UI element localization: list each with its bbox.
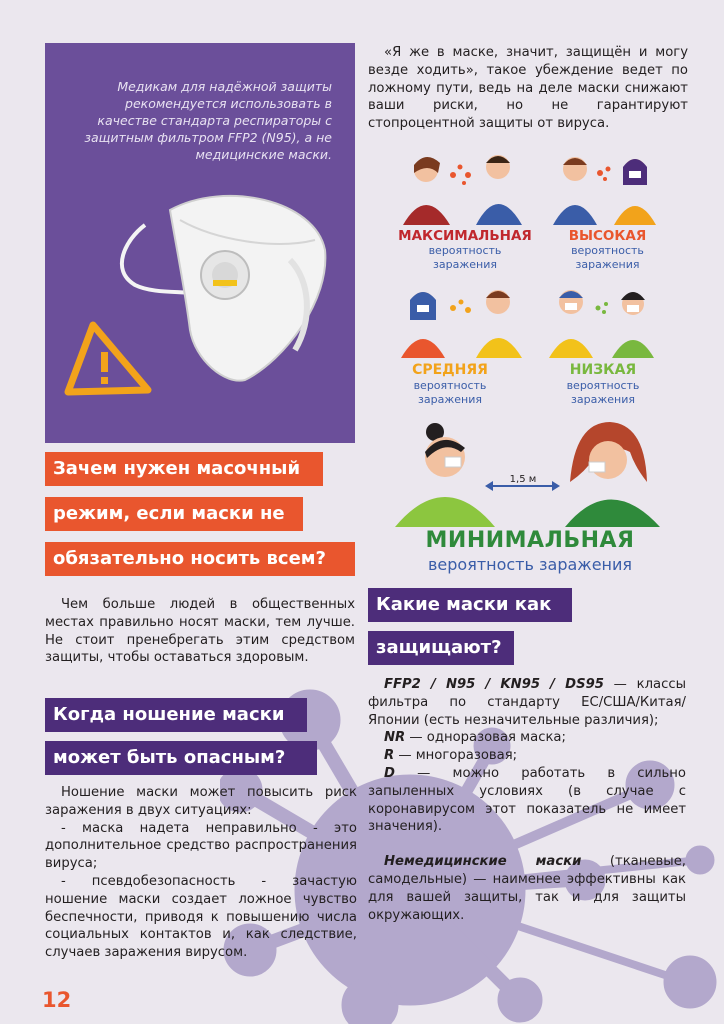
people-illustration-medium xyxy=(398,280,526,358)
probability-low-sub1: вероятность xyxy=(566,379,640,392)
heading-why-line-2: режим, если маски не xyxy=(45,497,303,531)
heading-which-line-1: Какие маски как xyxy=(368,588,572,622)
probability-maximal-sub1: вероятность xyxy=(428,244,502,257)
which-paragraphs xyxy=(368,676,686,924)
intro-paragraph: «Я же в маске, значит, защищён и могу везде ходить», такое убеждение ведет по ложному пути, ведь на деле маски снижают ваши риски, но не гарантируют стопроцентной защиты от вируса. xyxy=(368,45,688,132)
probability-medium-sub2: заражения xyxy=(418,393,482,406)
probability-low-sub2: заражения xyxy=(571,393,635,406)
ffp-desc: — классы фильтра по стандарту ЕС/США/Китая/Японии (есть незначительные различия); xyxy=(368,677,686,728)
probability-low-title: НИЗКАЯ xyxy=(569,362,637,378)
danger-p2: - маска надета неправильно - это дополнительное средство распространения вируса; xyxy=(45,820,357,872)
nonmed-desc: (тканевые, самодельные) — наименее эффективны как для вашей защиты, так и для защиты окружающих. xyxy=(368,854,686,923)
probability-medium-title: СРЕДНЯЯ xyxy=(412,362,488,378)
r-term: R xyxy=(384,748,395,764)
minimal-probability-title: МИНИМАЛЬНАЯ xyxy=(425,528,635,553)
probability-medium-sub1: вероятность xyxy=(413,379,487,392)
d-desc: — можно работать в сильно запыленных условиях (в случае с коронавирусом этот показатель не имеет значения). xyxy=(368,765,686,835)
d-term: D xyxy=(384,765,395,781)
danger-p1: Ношение маски может повысить риск заражения в двух ситуациях: xyxy=(45,785,357,818)
people-distance-illustration xyxy=(395,412,665,527)
minimal-probability-sub: вероятность заражения xyxy=(427,555,633,574)
danger-paragraphs xyxy=(45,784,357,962)
r-desc: — многоразовая; xyxy=(394,748,518,764)
mask-box-caption: Медикам для надёжной защиты рекомендуется использовать в качестве стандарта респираторы с защитным фильтром FFP2 (N95), а не медицинские маски. xyxy=(84,79,332,162)
heading-danger-line-2: может быть опасным? xyxy=(45,741,317,775)
why-paragraph: Чем больше людей в общественных местах правильно носят маски, тем лучше. Не стоит пренебрегать этим средством защиты, чтобы оставаться здоровым. xyxy=(45,597,355,666)
nr-desc: — одноразовая маска; xyxy=(405,730,566,746)
distance-label: 1,5 м xyxy=(509,474,537,485)
heading-danger-line-1: Когда ношение маски xyxy=(45,698,307,732)
heading-which-line-2: защищают? xyxy=(368,631,514,665)
people-illustration-maximal xyxy=(398,145,530,225)
probability-high-sub1: вероятность xyxy=(571,244,644,257)
heading-why-line-3: обязательно носить всем? xyxy=(45,542,355,576)
probability-high-title: ВЫСОКАЯ xyxy=(568,228,647,244)
people-illustration-low xyxy=(546,280,658,358)
nr-term: NR xyxy=(384,730,406,746)
probability-maximal-title: МАКСИМАЛЬНАЯ xyxy=(398,228,532,244)
nonmed-term: Немедицинские маски xyxy=(384,854,582,870)
ffp-term: FFP2 / N95 / KN95 / DS95 xyxy=(384,677,604,692)
warning-icon xyxy=(63,320,153,400)
heading-why-line-1: Зачем нужен масочный xyxy=(45,452,323,486)
people-illustration-high xyxy=(550,145,660,225)
probability-maximal-sub2: заражения xyxy=(433,258,497,271)
danger-p3: - псевдобезопасность - зачастую ношение маски создает ложное чувство беспечности, приводя к повышению числа социальных контактов и, как следствие, случаев заражения вирусом. xyxy=(45,873,357,961)
page-number: 12 xyxy=(42,988,72,1012)
probability-high-sub2: заражения xyxy=(575,258,640,271)
